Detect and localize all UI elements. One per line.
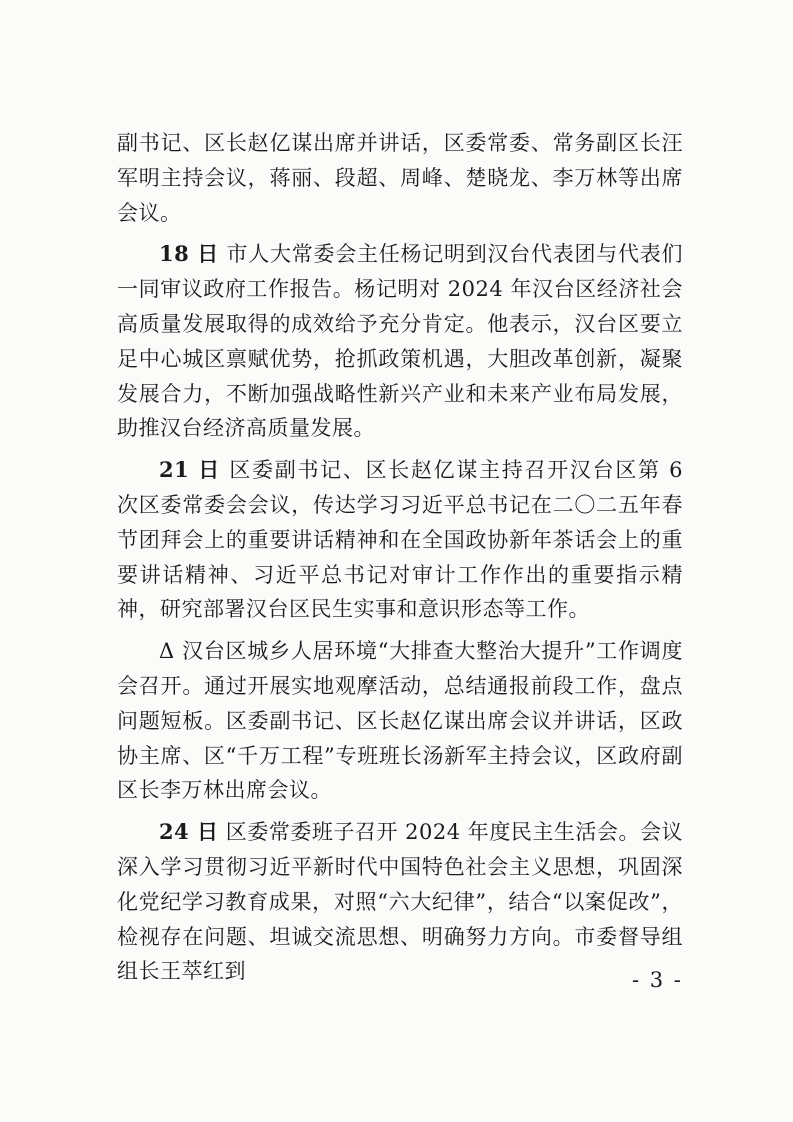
page-number: - 3 - [632,968,683,992]
paragraph-21st [117,453,683,627]
paragraph-text: 区委常委班子召开 2024 年度民主生活会。会议深入学习贯彻习近平新时代中国特色社会主义思想，巩固深化党纪学习教育成果，对照“六大纪律”，结合“以案促改”，检视存在问题、坦诚交流思想、明确努力方向。市委督导组组长王萃红到 [117,820,684,984]
paragraph-text: 区委副书记、区长赵亿谋主持召开汉台区第 6 次区委常委会会议，传达学习习近平总书记在二〇二五年春节团拜会上的重要讲话精神和在全国政协新年茶话会上的重要讲话精神、习近平总书记对审计工作作出的重要指示精神，研究部署汉台区民生实事和意识形态等工作。 [117,458,683,622]
paragraph-18th [117,237,683,446]
paragraph-date: 18 日 [159,241,220,267]
paragraph-text: Δ 汉台区城乡人居环境“大排查大整治大提升”工作调度会召开。通过开展实地观摩活动，总结通报前段工作，盘点问题短板。区委副书记、区长赵亿谋出席会议并讲话，区政协主席、区“千万工程”专班班长汤新军主持会议，区政府副区长李万林出席会议。 [117,639,683,803]
paragraph-date: 24 日 [159,819,219,845]
document-body [117,126,683,996]
paragraph-date: 21 日 [159,457,221,483]
paragraph-24th [117,815,683,989]
paragraph-continuation [117,126,683,230]
paragraph-text: 市人大常委会主任杨记明到汉台代表团与代表们一同审议政府工作报告。杨记明对 2024 年汉台区经济社会高质量发展取得的成效给予充分肯定。他表示，汉台区要立足中心城区禀赋优势，抢抓政策机遇，大胆改革创新，凝聚发展合力，不断加强战略性新兴产业和未来产业布局发展，助推汉台经济高质量发展。 [117,242,683,441]
paragraph-delta-item [117,634,683,808]
paragraph-text: 副书记、区长赵亿谋出席并讲话，区委常委、常务副区长汪军明主持会议，蒋丽、段超、周峰、楚晓龙、李万林等出席会议。 [117,131,683,225]
